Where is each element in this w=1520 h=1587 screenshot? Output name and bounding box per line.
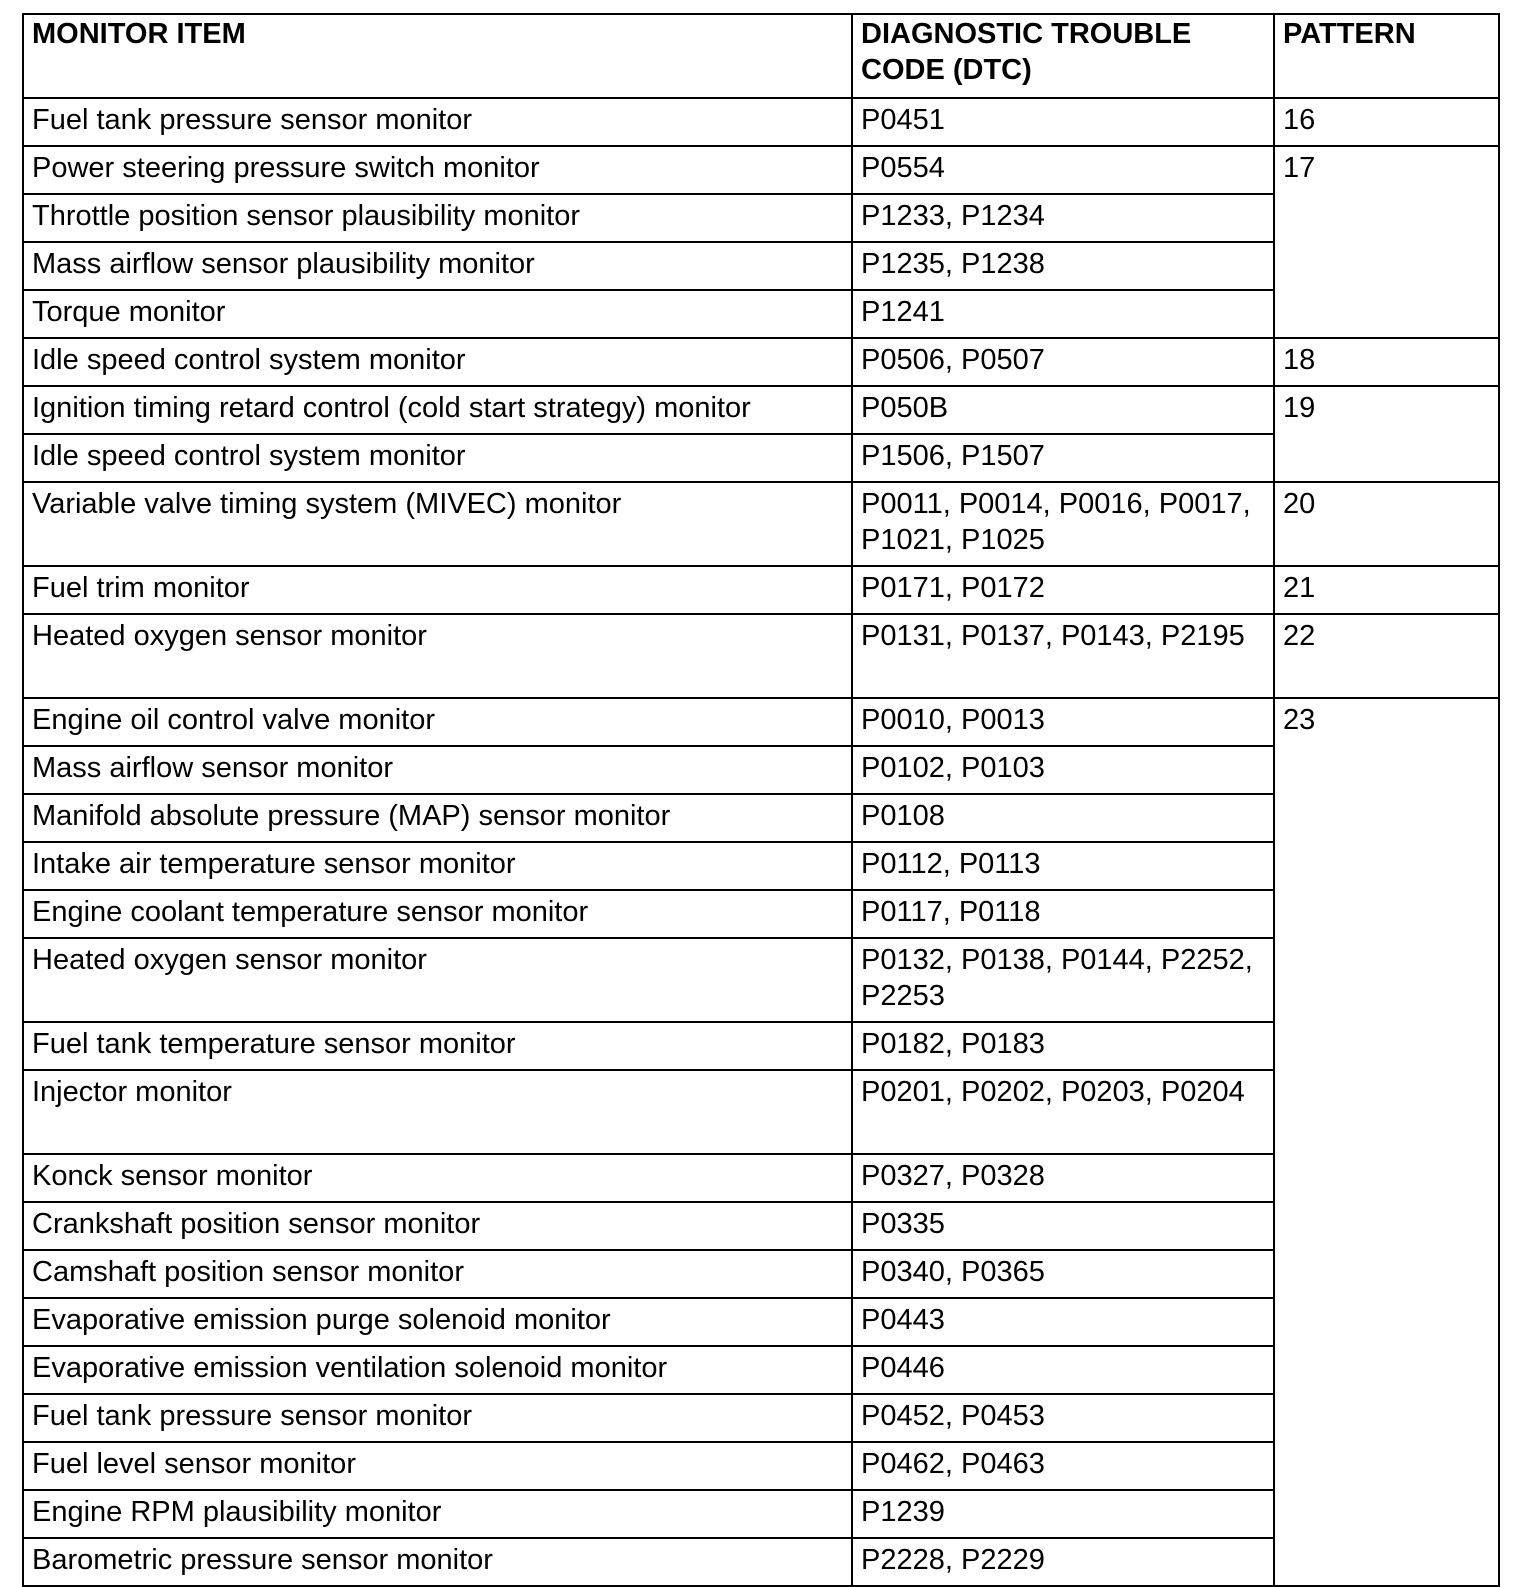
table-row: [23, 386, 1499, 434]
monitor-item-cell: Fuel tank pressure sensor monitor: [23, 1394, 852, 1442]
dtc-cell: P1506, P1507: [852, 434, 1274, 482]
monitor-item-cell: Fuel trim monitor: [23, 566, 852, 614]
monitor-item-cell: Camshaft position sensor monitor: [23, 1250, 852, 1298]
dtc-cell: P050B: [852, 386, 1274, 434]
dtc-cell: P0451: [852, 98, 1274, 146]
monitor-item-cell: Manifold absolute pressure (MAP) sensor monitor: [23, 794, 852, 842]
monitor-item-cell: Throttle position sensor plausibility monitor: [23, 194, 852, 242]
dtc-cell: P0117, P0118: [852, 890, 1274, 938]
pattern-cell: 23: [1274, 698, 1499, 1586]
dtc-cell: P1239: [852, 1490, 1274, 1538]
monitor-item-cell: Idle speed control system monitor: [23, 434, 852, 482]
monitor-item-cell: Mass airflow sensor monitor: [23, 746, 852, 794]
dtc-cell: P0102, P0103: [852, 746, 1274, 794]
pattern-cell: 19: [1274, 386, 1499, 482]
monitor-item-cell: Evaporative emission ventilation solenoid monitor: [23, 1346, 852, 1394]
monitor-item-cell: Torque monitor: [23, 290, 852, 338]
dtc-cell: P0201, P0202, P0203, P0204: [852, 1070, 1274, 1154]
monitor-item-cell: Idle speed control system monitor: [23, 338, 852, 386]
monitor-item-cell: Intake air temperature sensor monitor: [23, 842, 852, 890]
dtc-cell: P0131, P0137, P0143, P2195: [852, 614, 1274, 698]
monitor-item-cell: Barometric pressure sensor monitor: [23, 1538, 852, 1586]
monitor-item-cell: Ignition timing retard control (cold start strategy) monitor: [23, 386, 852, 434]
pattern-cell: 17: [1274, 146, 1499, 338]
monitor-item-cell: Mass airflow sensor plausibility monitor: [23, 242, 852, 290]
header-dtc: DIAGNOSTIC TROUBLE CODE (DTC): [852, 14, 1274, 98]
monitor-item-cell: Injector monitor: [23, 1070, 852, 1154]
monitor-item-cell: Heated oxygen sensor monitor: [23, 614, 852, 698]
monitor-item-cell: Engine coolant temperature sensor monitor: [23, 890, 852, 938]
dtc-cell: P0335: [852, 1202, 1274, 1250]
dtc-cell: P0112, P0113: [852, 842, 1274, 890]
header-row: [23, 14, 1499, 98]
table-row: [23, 146, 1499, 194]
monitor-item-cell: Power steering pressure switch monitor: [23, 146, 852, 194]
monitor-item-cell: Fuel tank temperature sensor monitor: [23, 1022, 852, 1070]
monitor-item-cell: Konck sensor monitor: [23, 1154, 852, 1202]
table-row: [23, 338, 1499, 386]
pattern-cell: 22: [1274, 614, 1499, 698]
dtc-cell: P0171, P0172: [852, 566, 1274, 614]
dtc-cell: P0108: [852, 794, 1274, 842]
pattern-cell: 16: [1274, 98, 1499, 146]
dtc-cell: P2228, P2229: [852, 1538, 1274, 1586]
monitor-item-cell: Engine oil control valve monitor: [23, 698, 852, 746]
dtc-cell: P0182, P0183: [852, 1022, 1274, 1070]
pattern-cell: 18: [1274, 338, 1499, 386]
pattern-cell: 20: [1274, 482, 1499, 566]
dtc-cell: P1235, P1238: [852, 242, 1274, 290]
table-row: [23, 698, 1499, 746]
table-row: [23, 614, 1499, 698]
monitor-item-cell: Crankshaft position sensor monitor: [23, 1202, 852, 1250]
monitor-item-cell: Evaporative emission purge solenoid monitor: [23, 1298, 852, 1346]
dtc-cell: P0462, P0463: [852, 1442, 1274, 1490]
table-row: [23, 98, 1499, 146]
monitor-item-cell: Variable valve timing system (MIVEC) monitor: [23, 482, 852, 566]
table-row: [23, 482, 1499, 566]
pattern-cell: 21: [1274, 566, 1499, 614]
dtc-cell: P0554: [852, 146, 1274, 194]
dtc-cell: P0446: [852, 1346, 1274, 1394]
dtc-cell: P0340, P0365: [852, 1250, 1274, 1298]
dtc-cell: P0010, P0013: [852, 698, 1274, 746]
dtc-cell: P1241: [852, 290, 1274, 338]
dtc-cell: P0132, P0138, P0144, P2252, P2253: [852, 938, 1274, 1022]
dtc-cell: P1233, P1234: [852, 194, 1274, 242]
dtc-cell: P0452, P0453: [852, 1394, 1274, 1442]
header-monitor-item: MONITOR ITEM: [23, 14, 852, 98]
monitor-item-cell: Fuel tank pressure sensor monitor: [23, 98, 852, 146]
header-pattern: PATTERN: [1274, 14, 1499, 98]
monitor-item-cell: Fuel level sensor monitor: [23, 1442, 852, 1490]
dtc-cell: P0327, P0328: [852, 1154, 1274, 1202]
dtc-cell: P0011, P0014, P0016, P0017, P1021, P1025: [852, 482, 1274, 566]
dtc-cell: P0506, P0507: [852, 338, 1274, 386]
dtc-cell: P0443: [852, 1298, 1274, 1346]
table-row: [23, 566, 1499, 614]
monitor-item-cell: Engine RPM plausibility monitor: [23, 1490, 852, 1538]
monitor-item-cell: Heated oxygen sensor monitor: [23, 938, 852, 1022]
monitor-dtc-pattern-table: [22, 13, 1500, 1587]
